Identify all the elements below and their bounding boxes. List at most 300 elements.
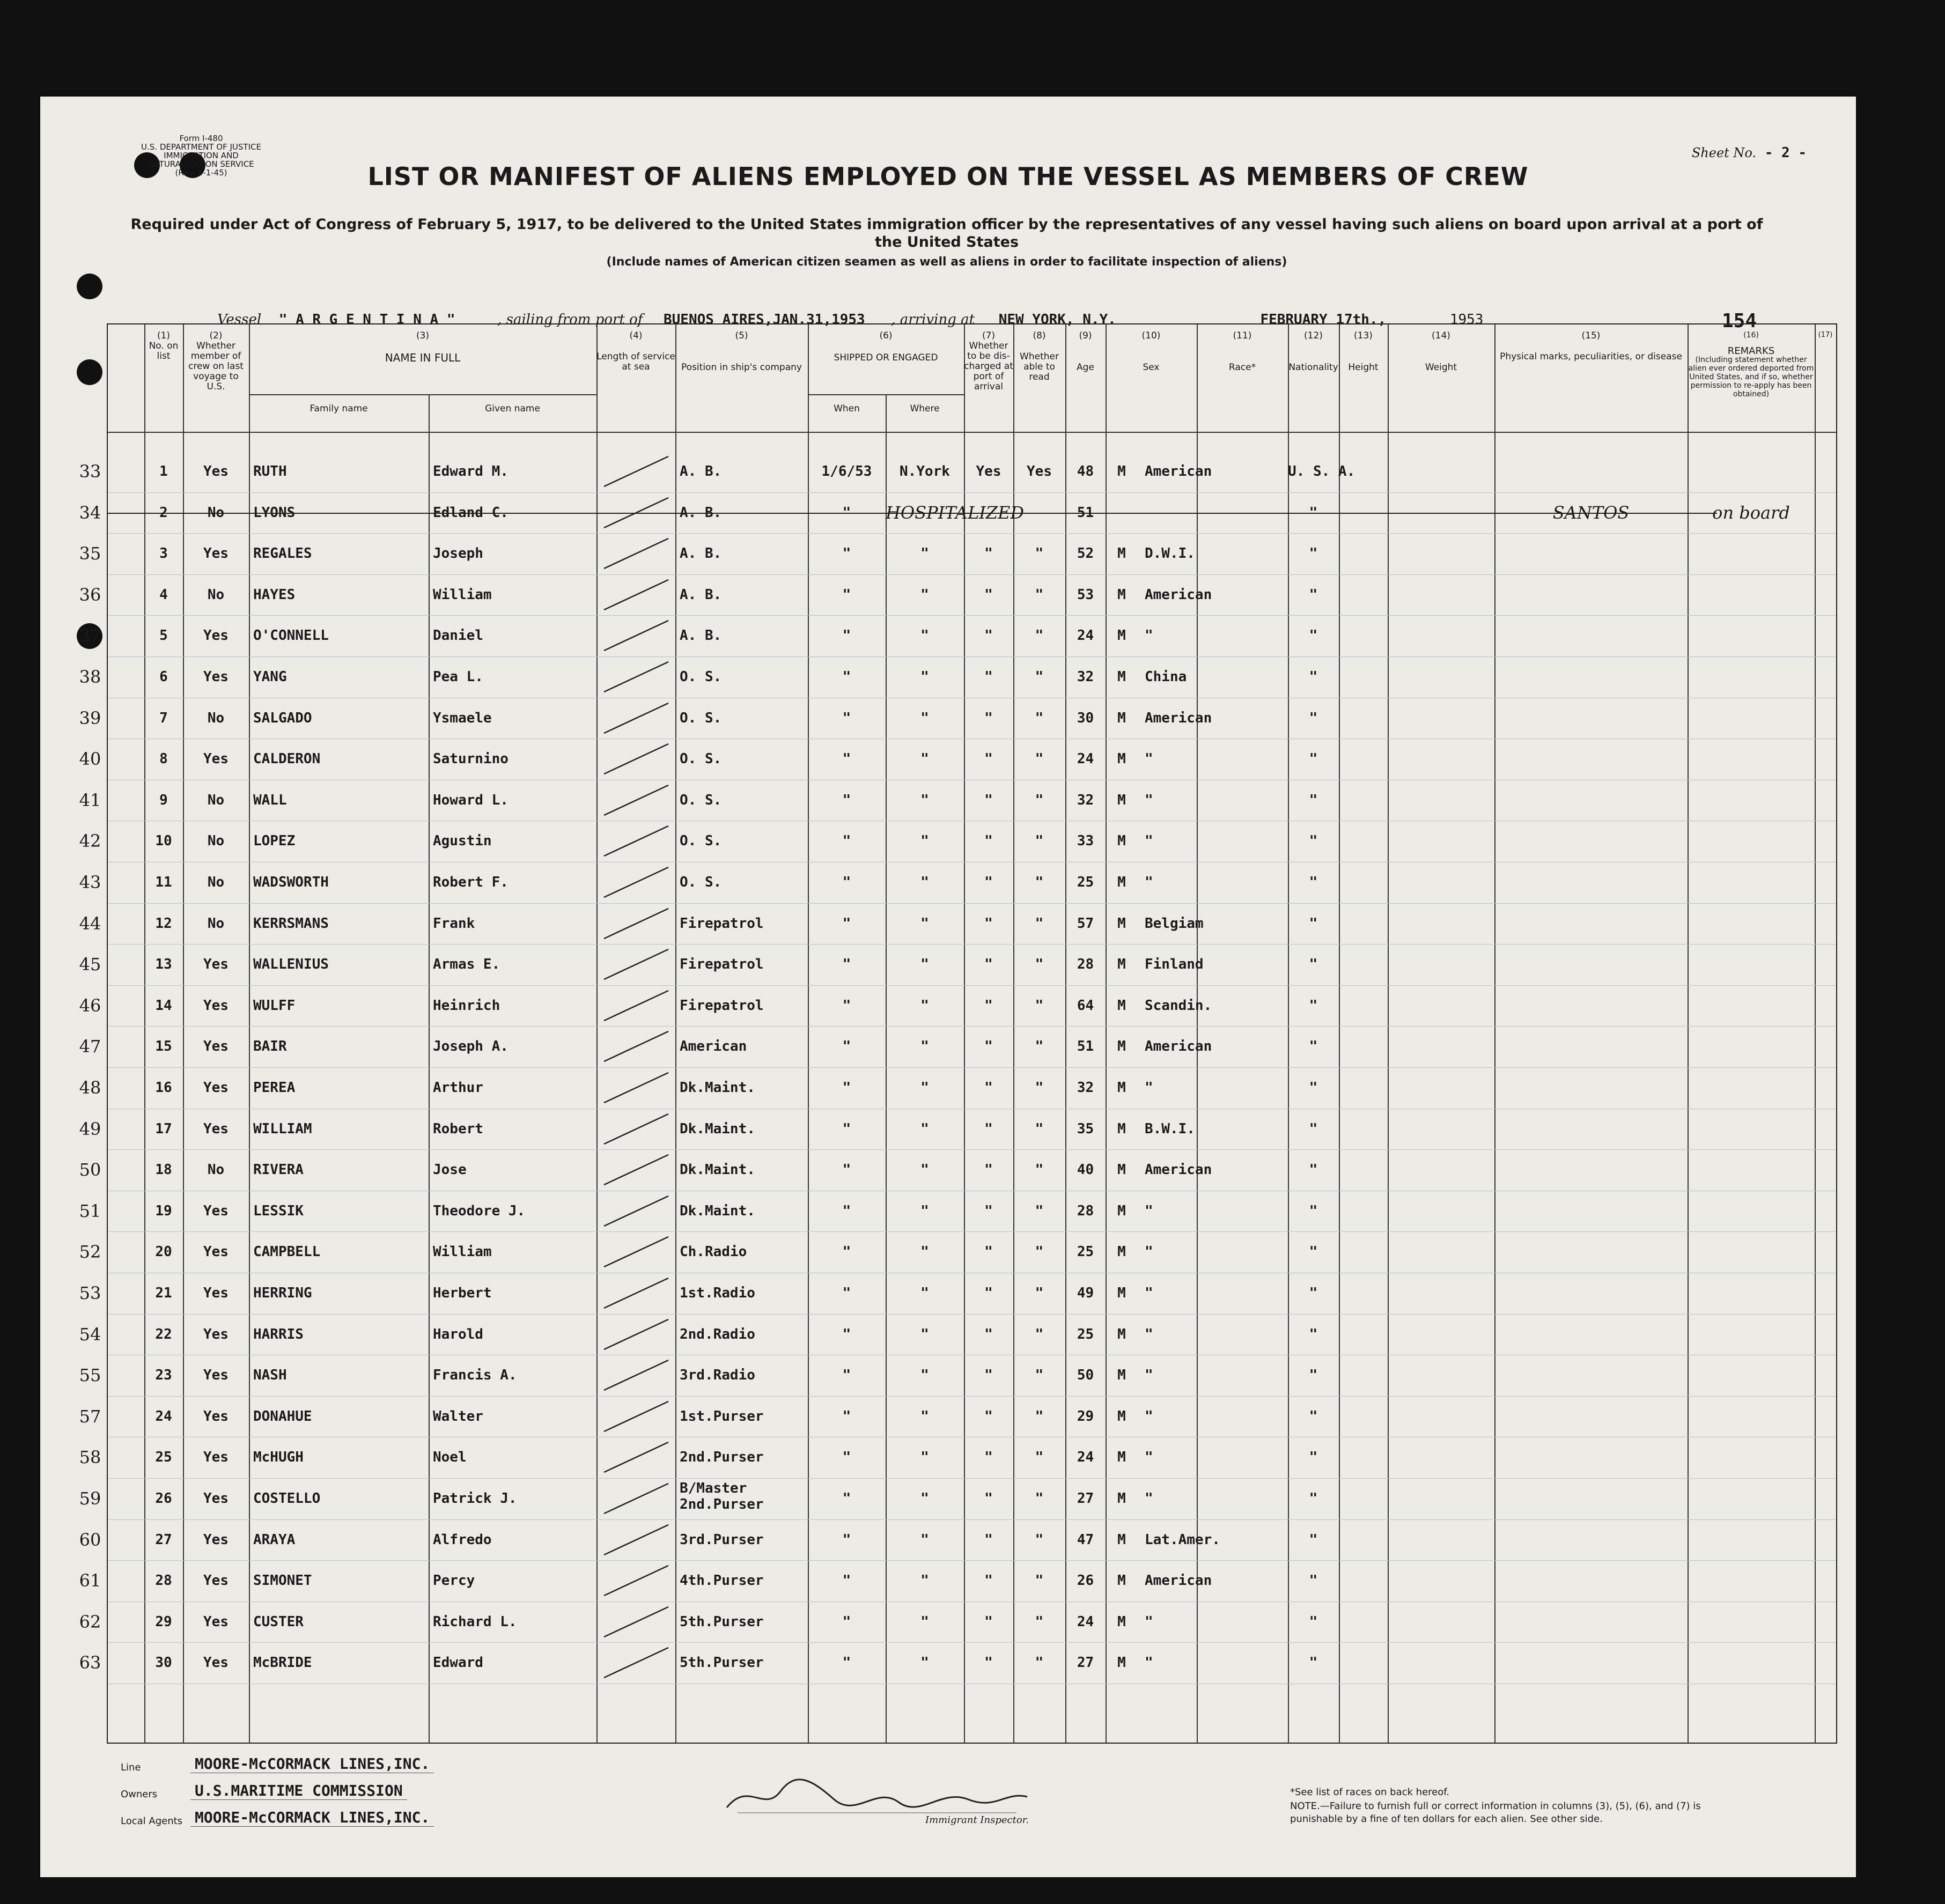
- row-sequence-number: 52: [79, 1242, 101, 1263]
- col-header-13: (13) Height: [1348, 330, 1379, 373]
- cell-disch: ": [984, 956, 993, 973]
- cell-disch: ": [984, 751, 993, 767]
- cell-no: 24: [155, 1408, 172, 1425]
- cell-where: ": [920, 1244, 929, 1260]
- cell-last: No: [207, 792, 225, 808]
- cell-given: Frank: [433, 915, 475, 932]
- cell-sex: M: [1117, 1490, 1126, 1507]
- row-sequence-number: 58: [79, 1447, 101, 1468]
- table-row: [79, 451, 1836, 492]
- row-sequence-number: 34: [79, 502, 101, 523]
- cell-when: ": [842, 997, 851, 1014]
- cell-race: American: [1145, 586, 1212, 603]
- table-row: [79, 492, 1836, 533]
- col-header-9: (9) Age: [1077, 330, 1094, 373]
- cell-remarks: [1494, 1191, 1688, 1231]
- cell-family: LESSIK: [253, 1202, 304, 1219]
- cell-last: No: [207, 504, 225, 521]
- cell-age: 32: [1077, 669, 1094, 685]
- cell-race: Scandin.: [1145, 997, 1212, 1014]
- cell-when: ": [842, 1080, 851, 1096]
- table-row: [79, 1602, 1836, 1642]
- cell-last: No: [207, 710, 225, 726]
- cell-race: D.W.I.: [1145, 545, 1195, 562]
- cell-sex: M: [1117, 545, 1126, 562]
- cell-pos: O. S.: [680, 792, 722, 808]
- cell-age: 32: [1077, 1080, 1094, 1096]
- cell-when: 1/6/53: [821, 463, 872, 479]
- cell-pos: A. B.: [680, 463, 722, 479]
- cell-when: ": [842, 545, 851, 562]
- cell-sex: M: [1117, 1655, 1126, 1671]
- service-slash-mark: [599, 533, 674, 574]
- cell-nat: ": [1309, 1202, 1318, 1219]
- cell-given: Pea L.: [433, 669, 483, 685]
- cell-pos: O. S.: [680, 833, 722, 850]
- cell-no: 15: [155, 1038, 172, 1055]
- cell-read: ": [1035, 1655, 1044, 1671]
- service-slash-mark: [599, 944, 674, 985]
- cell-remarks: [1494, 1355, 1688, 1396]
- row-sequence-number: 40: [79, 749, 101, 770]
- cell-family: CAMPBELL: [253, 1244, 321, 1260]
- cell-when: ": [842, 956, 851, 973]
- cell-read: ": [1035, 1162, 1044, 1178]
- row-sequence-number: 41: [79, 789, 101, 810]
- cell-read: ": [1035, 915, 1044, 932]
- cell-race: ": [1145, 628, 1153, 644]
- service-slash-mark: [599, 1602, 674, 1642]
- service-slash-mark: [599, 1191, 674, 1231]
- cell-family: RIVERA: [253, 1162, 304, 1178]
- cell-age: 50: [1077, 1367, 1094, 1384]
- cell-age: 26: [1077, 1573, 1094, 1589]
- cell-last: Yes: [203, 751, 229, 767]
- service-slash-mark: [599, 1437, 674, 1478]
- cell-pos: O. S.: [680, 874, 722, 890]
- cell-last: Yes: [203, 1367, 229, 1384]
- cell-last: Yes: [203, 545, 229, 562]
- cell-nat: ": [1309, 1408, 1318, 1425]
- cell-sex: M: [1117, 1573, 1126, 1589]
- cell-no: 22: [155, 1326, 172, 1342]
- cell-no: 17: [155, 1120, 172, 1137]
- cell-pos: B/Master 2nd.Purser: [680, 1480, 764, 1512]
- service-slash-mark: [599, 656, 674, 697]
- cell-remarks: [1494, 698, 1688, 739]
- cell-nat: ": [1309, 915, 1318, 932]
- cell-where: ": [920, 1162, 929, 1178]
- cell-last: Yes: [203, 1613, 229, 1630]
- cell-no: 26: [155, 1490, 172, 1507]
- crew-table: [79, 323, 1837, 1744]
- cell-when: ": [842, 710, 851, 726]
- cell-sex: M: [1117, 669, 1126, 685]
- cell-last: No: [207, 833, 225, 850]
- cell-given: Agustin: [433, 833, 492, 850]
- cell-given: Ysmaele: [433, 710, 492, 726]
- cell-no: 1: [159, 463, 168, 479]
- col-header-10: (10) Sex: [1141, 330, 1161, 373]
- cell-when: ": [842, 1449, 851, 1466]
- col-header-17: (17): [1818, 331, 1833, 339]
- col-header-3: (3) NAME IN FULL: [385, 330, 461, 364]
- cell-last: Yes: [203, 1490, 229, 1507]
- cell-pos: 5th.Purser: [680, 1613, 764, 1630]
- service-slash-mark: [599, 574, 674, 615]
- cell-sex: M: [1117, 915, 1126, 932]
- cell-when: ": [842, 504, 851, 521]
- row-sequence-number: 51: [79, 1200, 101, 1221]
- cell-race: ": [1145, 1080, 1153, 1096]
- cell-when: ": [842, 1326, 851, 1342]
- row-sequence-number: 59: [79, 1488, 101, 1509]
- cell-pos: 3rd.Purser: [680, 1531, 764, 1548]
- table-row: [79, 1273, 1836, 1313]
- cell-family: DONAHUE: [253, 1408, 312, 1425]
- cell-where: ": [920, 1655, 929, 1671]
- cell-remarks: [1494, 739, 1688, 779]
- table-row: [79, 821, 1836, 861]
- cell-read: ": [1035, 1573, 1044, 1589]
- cell-no: 19: [155, 1202, 172, 1219]
- row-sequence-number: 38: [79, 667, 101, 687]
- inspector-label: Immigrant Inspector.: [925, 1814, 1029, 1826]
- cell-disch: ": [984, 915, 993, 932]
- cell-given: Edward: [433, 1655, 483, 1671]
- cell-pos: O. S.: [680, 669, 722, 685]
- cell-pos: Firepatrol: [680, 915, 764, 932]
- cell-read: ": [1035, 874, 1044, 890]
- cell-no: 6: [159, 669, 168, 685]
- punch-hole: [77, 274, 102, 299]
- row-sequence-number: 55: [79, 1365, 101, 1386]
- cell-when: ": [842, 1367, 851, 1384]
- cell-nat: ": [1309, 1326, 1318, 1342]
- cell-no: 30: [155, 1655, 172, 1671]
- strike-through-line: [108, 513, 1717, 514]
- cell-pos: Dk.Maint.: [680, 1202, 755, 1219]
- cell-disch: ": [984, 1244, 993, 1260]
- cell-race: ": [1145, 1655, 1153, 1671]
- row-sequence-number: 61: [79, 1570, 101, 1591]
- cell-remarks: [1494, 1602, 1688, 1642]
- cell-given: Robert: [433, 1120, 483, 1137]
- cell-last: Yes: [203, 628, 229, 644]
- table-row: [79, 574, 1836, 615]
- cell-race: ": [1145, 833, 1153, 850]
- cell-disch: ": [984, 833, 993, 850]
- cell-last: Yes: [203, 1120, 229, 1137]
- cell-given: Daniel: [433, 628, 483, 644]
- cell-family: LYONS: [253, 504, 296, 521]
- table-row: [79, 1560, 1836, 1601]
- cell-age: 64: [1077, 997, 1094, 1014]
- cell-family: WULFF: [253, 997, 296, 1014]
- cell-no: 27: [155, 1531, 172, 1548]
- row-sequence-number: 37: [79, 625, 101, 646]
- cell-pos: A. B.: [680, 628, 722, 644]
- cell-nat: ": [1309, 1573, 1318, 1589]
- cell-where: ": [920, 956, 929, 973]
- cell-read: ": [1035, 1244, 1044, 1260]
- cell-where: ": [920, 669, 929, 685]
- cell-no: 9: [159, 792, 168, 808]
- cell-race: Finland: [1145, 956, 1204, 973]
- cell-read: ": [1035, 710, 1044, 726]
- service-slash-mark: [599, 1519, 674, 1560]
- cell-nat: ": [1309, 1613, 1318, 1630]
- cell-given: Arthur: [433, 1080, 483, 1096]
- cell-where: ": [920, 792, 929, 808]
- cell-pos: Firepatrol: [680, 997, 764, 1014]
- cell-last: Yes: [203, 1244, 229, 1260]
- cell-no: 29: [155, 1613, 172, 1630]
- cell-age: 48: [1077, 463, 1094, 479]
- cell-when: ": [842, 1573, 851, 1589]
- cell-where: ": [920, 751, 929, 767]
- cell-pos: A. B.: [680, 545, 722, 562]
- service-slash-mark: [599, 451, 674, 492]
- cell-race: ": [1145, 1367, 1153, 1384]
- cell-pos: Dk.Maint.: [680, 1080, 755, 1096]
- cell-sex: M: [1117, 586, 1126, 603]
- cell-last: No: [207, 1162, 225, 1178]
- cell-read: ": [1035, 792, 1044, 808]
- cell-where: HOSPITALIZED: [886, 502, 1025, 523]
- cell-age: 49: [1077, 1285, 1094, 1301]
- cell-sex: M: [1117, 1038, 1126, 1055]
- cell-age: 52: [1077, 545, 1094, 562]
- cell-family: WALLENIUS: [253, 956, 329, 973]
- cell-age: 35: [1077, 1120, 1094, 1137]
- cell-family: PEREA: [253, 1080, 296, 1096]
- cell-where: ": [920, 628, 929, 644]
- cell-nat: ": [1309, 1490, 1318, 1507]
- service-slash-mark: [599, 698, 674, 739]
- table-row: [79, 1437, 1836, 1478]
- cell-read: ": [1035, 1080, 1044, 1096]
- cell-disch: ": [984, 1655, 993, 1671]
- cell-family: WALL: [253, 792, 287, 808]
- penalty-note: NOTE.—Failure to furnish full or correct information in columns (3), (5), (6), and (7) is punishable by a fine of ten dollars for each alien. See other side.: [1290, 1800, 1701, 1825]
- cell-pos: 1st.Radio: [680, 1285, 755, 1301]
- cell-race: ": [1145, 874, 1153, 890]
- cell-sex: M: [1117, 751, 1126, 767]
- cell-no: 18: [155, 1162, 172, 1178]
- manifest-sheet: [40, 97, 1856, 1877]
- cell-pos: 4th.Purser: [680, 1573, 764, 1589]
- cell-given: Noel: [433, 1449, 467, 1466]
- table-row: [79, 944, 1836, 985]
- cell-read: ": [1035, 628, 1044, 644]
- table-row: [79, 1314, 1836, 1355]
- cell-race: ": [1145, 792, 1153, 808]
- row-sequence-number: 42: [79, 831, 101, 852]
- sheet-value: - 2 -: [1764, 145, 1807, 161]
- cell-given: Percy: [433, 1573, 475, 1589]
- cell-remarks: [1494, 1109, 1688, 1149]
- cell-pos: A. B.: [680, 504, 722, 521]
- cell-age: 24: [1077, 751, 1094, 767]
- cell-given: Armas E.: [433, 956, 500, 973]
- cell-no: 7: [159, 710, 168, 726]
- row-sequence-number: 50: [79, 1160, 101, 1180]
- cell-age: 51: [1077, 1038, 1094, 1055]
- arriving-at: NEW YORK, N.Y.: [998, 312, 1116, 328]
- cell-family: WADSWORTH: [253, 874, 329, 890]
- cell-family: SALGADO: [253, 710, 312, 726]
- col-header-1: (1) No. on list: [149, 330, 179, 361]
- cell-no: 12: [155, 915, 172, 932]
- col-header-12: (12) Nationality: [1288, 330, 1338, 373]
- table-row: [79, 739, 1836, 779]
- page-number: 154: [1722, 310, 1757, 332]
- cell-no: 10: [155, 833, 172, 850]
- cell-when: ": [842, 1613, 851, 1630]
- col-header-7: (7) Whether to be dis-charged at port of arrival: [964, 330, 1013, 392]
- cell-age: 28: [1077, 956, 1094, 973]
- row-sequence-number: 43: [79, 872, 101, 892]
- cell-nat: ": [1309, 710, 1318, 726]
- table-row: [79, 1478, 1836, 1519]
- cell-remarks: [1494, 1231, 1688, 1272]
- cell-given: Walter: [433, 1408, 483, 1425]
- cell-family: REGALES: [253, 545, 312, 562]
- cell-where: ": [920, 1080, 929, 1096]
- cell-last: Yes: [203, 1408, 229, 1425]
- cell-family: NASH: [253, 1367, 287, 1384]
- cell-remarks: [1494, 1314, 1688, 1355]
- cell-when: ": [842, 628, 851, 644]
- cell-nat: ": [1309, 1285, 1318, 1301]
- cell-where: ": [920, 1449, 929, 1466]
- row-sequence-number: 53: [79, 1283, 101, 1303]
- cell-read: ": [1035, 669, 1044, 685]
- cell-given: Edland C.: [433, 504, 509, 521]
- cell-race: ": [1145, 1202, 1153, 1219]
- cell-age: 25: [1077, 1326, 1094, 1342]
- cell-given: Robert F.: [433, 874, 509, 890]
- cell-when: ": [842, 1038, 851, 1055]
- row-sequence-number: 39: [79, 707, 101, 728]
- cell-nat: ": [1309, 669, 1318, 685]
- service-name: IMMIGRATION AND NATURALIZATION SERVICE: [148, 151, 254, 169]
- row-sequence-number: 48: [79, 1078, 101, 1098]
- cell-disch: ": [984, 792, 993, 808]
- cell-where: ": [920, 1573, 929, 1589]
- cell-race: ": [1145, 1285, 1153, 1301]
- table-row: [79, 985, 1836, 1026]
- col-header-5: (5) Position in ship's company: [681, 330, 802, 373]
- cell-where: ": [920, 710, 929, 726]
- cell-read: ": [1035, 1531, 1044, 1548]
- cell-sex: M: [1117, 1202, 1126, 1219]
- cell-disch: Yes: [976, 463, 1001, 479]
- col-header-6: (6) SHIPPED OR ENGAGED: [834, 330, 938, 363]
- cell-last: No: [207, 586, 225, 603]
- cell-disch: ": [984, 1531, 993, 1548]
- cell-nat: ": [1309, 1655, 1318, 1671]
- cell-nat: ": [1309, 628, 1318, 644]
- cell-remarks: [1494, 1478, 1688, 1519]
- cell-disch: ": [984, 1162, 993, 1178]
- cell-nat: ": [1309, 545, 1318, 562]
- table-row: [79, 1642, 1836, 1683]
- cell-when: ": [842, 1655, 851, 1671]
- cell-read: ": [1035, 586, 1044, 603]
- service-slash-mark: [599, 780, 674, 821]
- cell-sex: M: [1117, 1531, 1126, 1548]
- service-slash-mark: [599, 903, 674, 944]
- cell-family: McBRIDE: [253, 1655, 312, 1671]
- cell-sex: M: [1117, 874, 1126, 890]
- cell-where: ": [920, 545, 929, 562]
- cell-where: ": [920, 1531, 929, 1548]
- cell-where: ": [920, 1613, 929, 1630]
- table-row: [79, 862, 1836, 903]
- cell-when: ": [842, 1490, 851, 1507]
- row-sequence-number: 63: [79, 1652, 101, 1673]
- cell-no: 25: [155, 1449, 172, 1466]
- owners-label: Owners: [121, 1789, 158, 1800]
- cell-pos: O. S.: [680, 751, 722, 767]
- cell-read: ": [1035, 1613, 1044, 1630]
- cell-last: Yes: [203, 956, 229, 973]
- cell-where: ": [920, 833, 929, 850]
- cell-read: ": [1035, 997, 1044, 1014]
- cell-when: ": [842, 1162, 851, 1178]
- cell-nat: ": [1309, 1162, 1318, 1178]
- cell-disch: ": [984, 1367, 993, 1384]
- cell-family: HAYES: [253, 586, 296, 603]
- cell-pos: Ch.Radio: [680, 1244, 747, 1260]
- cell-pos: 2nd.Radio: [680, 1326, 755, 1342]
- agents-label: Local Agents: [121, 1816, 183, 1827]
- cell-family: McHUGH: [253, 1449, 304, 1466]
- cell-disch: ": [984, 997, 993, 1014]
- cell-nat: ": [1309, 1080, 1318, 1096]
- cell-nat: ": [1309, 751, 1318, 767]
- cell-age: 24: [1077, 1613, 1094, 1630]
- cell-when: ": [842, 1408, 851, 1425]
- cell-given: Richard L.: [433, 1613, 517, 1630]
- col-header-given: Given name: [485, 403, 540, 414]
- cell-where: ": [920, 1326, 929, 1342]
- cell-race: B.W.I.: [1145, 1120, 1195, 1137]
- cell-disch: ": [984, 1490, 993, 1507]
- cell-race: ": [1145, 1408, 1153, 1425]
- cell-sex: M: [1117, 1120, 1126, 1137]
- form-requirement: Required under Act of Congress of February 5, 1917, to be delivered to the United States immigration officer by the representatives of any vessel having such aliens on board upon arrival at a port of the United States: [130, 216, 1763, 250]
- cell-read: ": [1035, 1202, 1044, 1219]
- cell-last: Yes: [203, 463, 229, 479]
- cell-when: ": [842, 915, 851, 932]
- cell-nat: ": [1309, 586, 1318, 603]
- cell-given: William: [433, 586, 492, 603]
- cell-disch: ": [984, 1080, 993, 1096]
- service-slash-mark: [599, 1149, 674, 1190]
- service-slash-mark: [599, 1642, 674, 1683]
- service-slash-mark: [599, 1560, 674, 1601]
- cell-last: Yes: [203, 1038, 229, 1055]
- cell-given: Saturnino: [433, 751, 509, 767]
- cell-nat: ": [1309, 1244, 1318, 1260]
- cell-disch: ": [984, 1285, 993, 1301]
- sailing-from: BUENOS AIRES,JAN.31,1953: [664, 312, 865, 328]
- cell-no: 21: [155, 1285, 172, 1301]
- cell-last: Yes: [203, 669, 229, 685]
